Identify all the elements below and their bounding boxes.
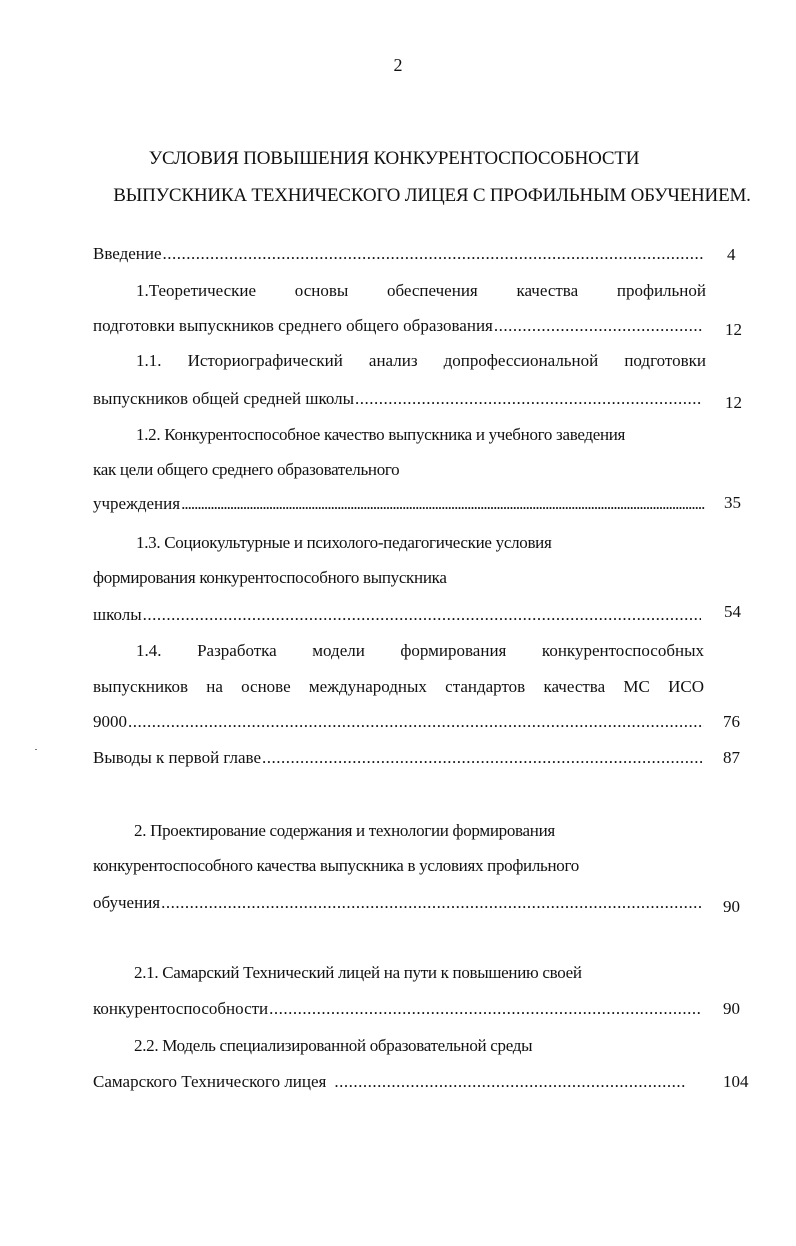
toc-leader-dots [262,746,702,770]
toc-entry-title: школы [93,605,142,624]
toc-entry-2-2 [93,1070,685,1094]
toc-entry-chapter-2 [93,891,701,915]
toc-page-number: 104 [723,1072,749,1091]
toc-page-number: 12 [725,393,742,412]
toc-leader-dots [163,242,703,266]
toc-entry-2-2-line-1: 2.2. Модель специализированной образовательной среды [134,1036,533,1055]
toc-entry-chapter-1-line-1: 1.Теоретические основы обеспечения качества профильной [136,281,706,300]
toc-page-number: 87 [723,748,740,767]
toc-leader-dots [181,492,705,516]
toc-entry-1-2 [93,492,705,516]
toc-leader-dots [334,1070,685,1094]
scan-speck [35,749,37,750]
toc-page-number: 90 [723,999,740,1018]
toc-page-number: 35 [724,493,741,512]
toc-entry-1-2-line-1: 1.2. Конкурентоспособное качество выпускника и учебного заведения [136,425,626,444]
toc-entry-title: подготовки выпускников среднего общего образования [93,316,493,335]
toc-leader-dots [355,387,701,411]
toc-page-number: 90 [723,897,740,916]
toc-leader-dots [161,891,701,915]
toc-entry-1-1 [93,387,701,411]
toc-entry-chapter-2-line-1: 2. Проектирование содержания и технологии формирования [134,821,555,840]
toc-entry-intro [93,242,703,266]
toc-page-number: 12 [725,320,742,339]
toc-entry-1-3-line-2: формирования конкурентоспособного выпускника [93,568,447,587]
toc-entry-1-2-line-2: как цели общего среднего образовательного [93,460,400,479]
toc-entry-1-4 [93,710,704,734]
toc-entry-2-1 [93,997,701,1021]
toc-entry-title: конкурентоспособности [93,999,269,1018]
toc-page-number: 54 [724,602,741,621]
toc-entry-1-4-line-1: 1.4. Разработка модели формирования конкурентоспособных [136,641,704,660]
toc-entry-title: Самарского Технического лицея [93,1072,327,1091]
toc-leader-dots [494,314,704,338]
document-title-line-2: ВЫПУСКНИКА ТЕХНИЧЕСКОГО ЛИЦЕЯ С ПРОФИЛЬНЫМ ОБУЧЕНИЕМ. [113,185,751,206]
toc-entry-1-3-line-1: 1.3. Социокультурные и психолого-педагогические условия [136,533,552,552]
toc-leader-dots [143,603,701,627]
toc-entry-chapter-1 [93,314,704,338]
document-title-line-1: УСЛОВИЯ ПОВЫШЕНИЯ КОНКУРЕНТОСПОСОБНОСТИ [148,148,640,169]
toc-entry-chapter-2-line-2: конкурентоспособного качества выпускника в условиях профильного [93,856,579,875]
toc-page-number: 4 [727,245,736,264]
page-number: 2 [393,55,403,75]
toc-entry-1-4-line-2: выпускников на основе международных стандартов качества МС ИСО [93,677,704,696]
toc-entry-title: выпускников общей средней школы [93,389,355,408]
toc-leader-dots [128,710,704,734]
toc-entry-title: Выводы к первой главе [93,748,262,767]
toc-entry-title: обучения [93,893,161,912]
toc-entry-title: 9000 [93,712,127,731]
toc-entry-1-1-line-1: 1.1. Историографический анализ допрофессиональной подготовки [136,351,706,370]
toc-leader-dots [269,997,701,1021]
toc-entry-conclusions-1 [93,746,702,770]
toc-entry-title: Введение [93,244,162,263]
toc-entry-2-1-line-1: 2.1. Самарский Технический лицей на пути к повышению своей [134,963,582,982]
toc-entry-title: учреждения [93,494,181,513]
toc-page-number: 76 [723,712,740,731]
toc-entry-1-3 [93,603,701,627]
